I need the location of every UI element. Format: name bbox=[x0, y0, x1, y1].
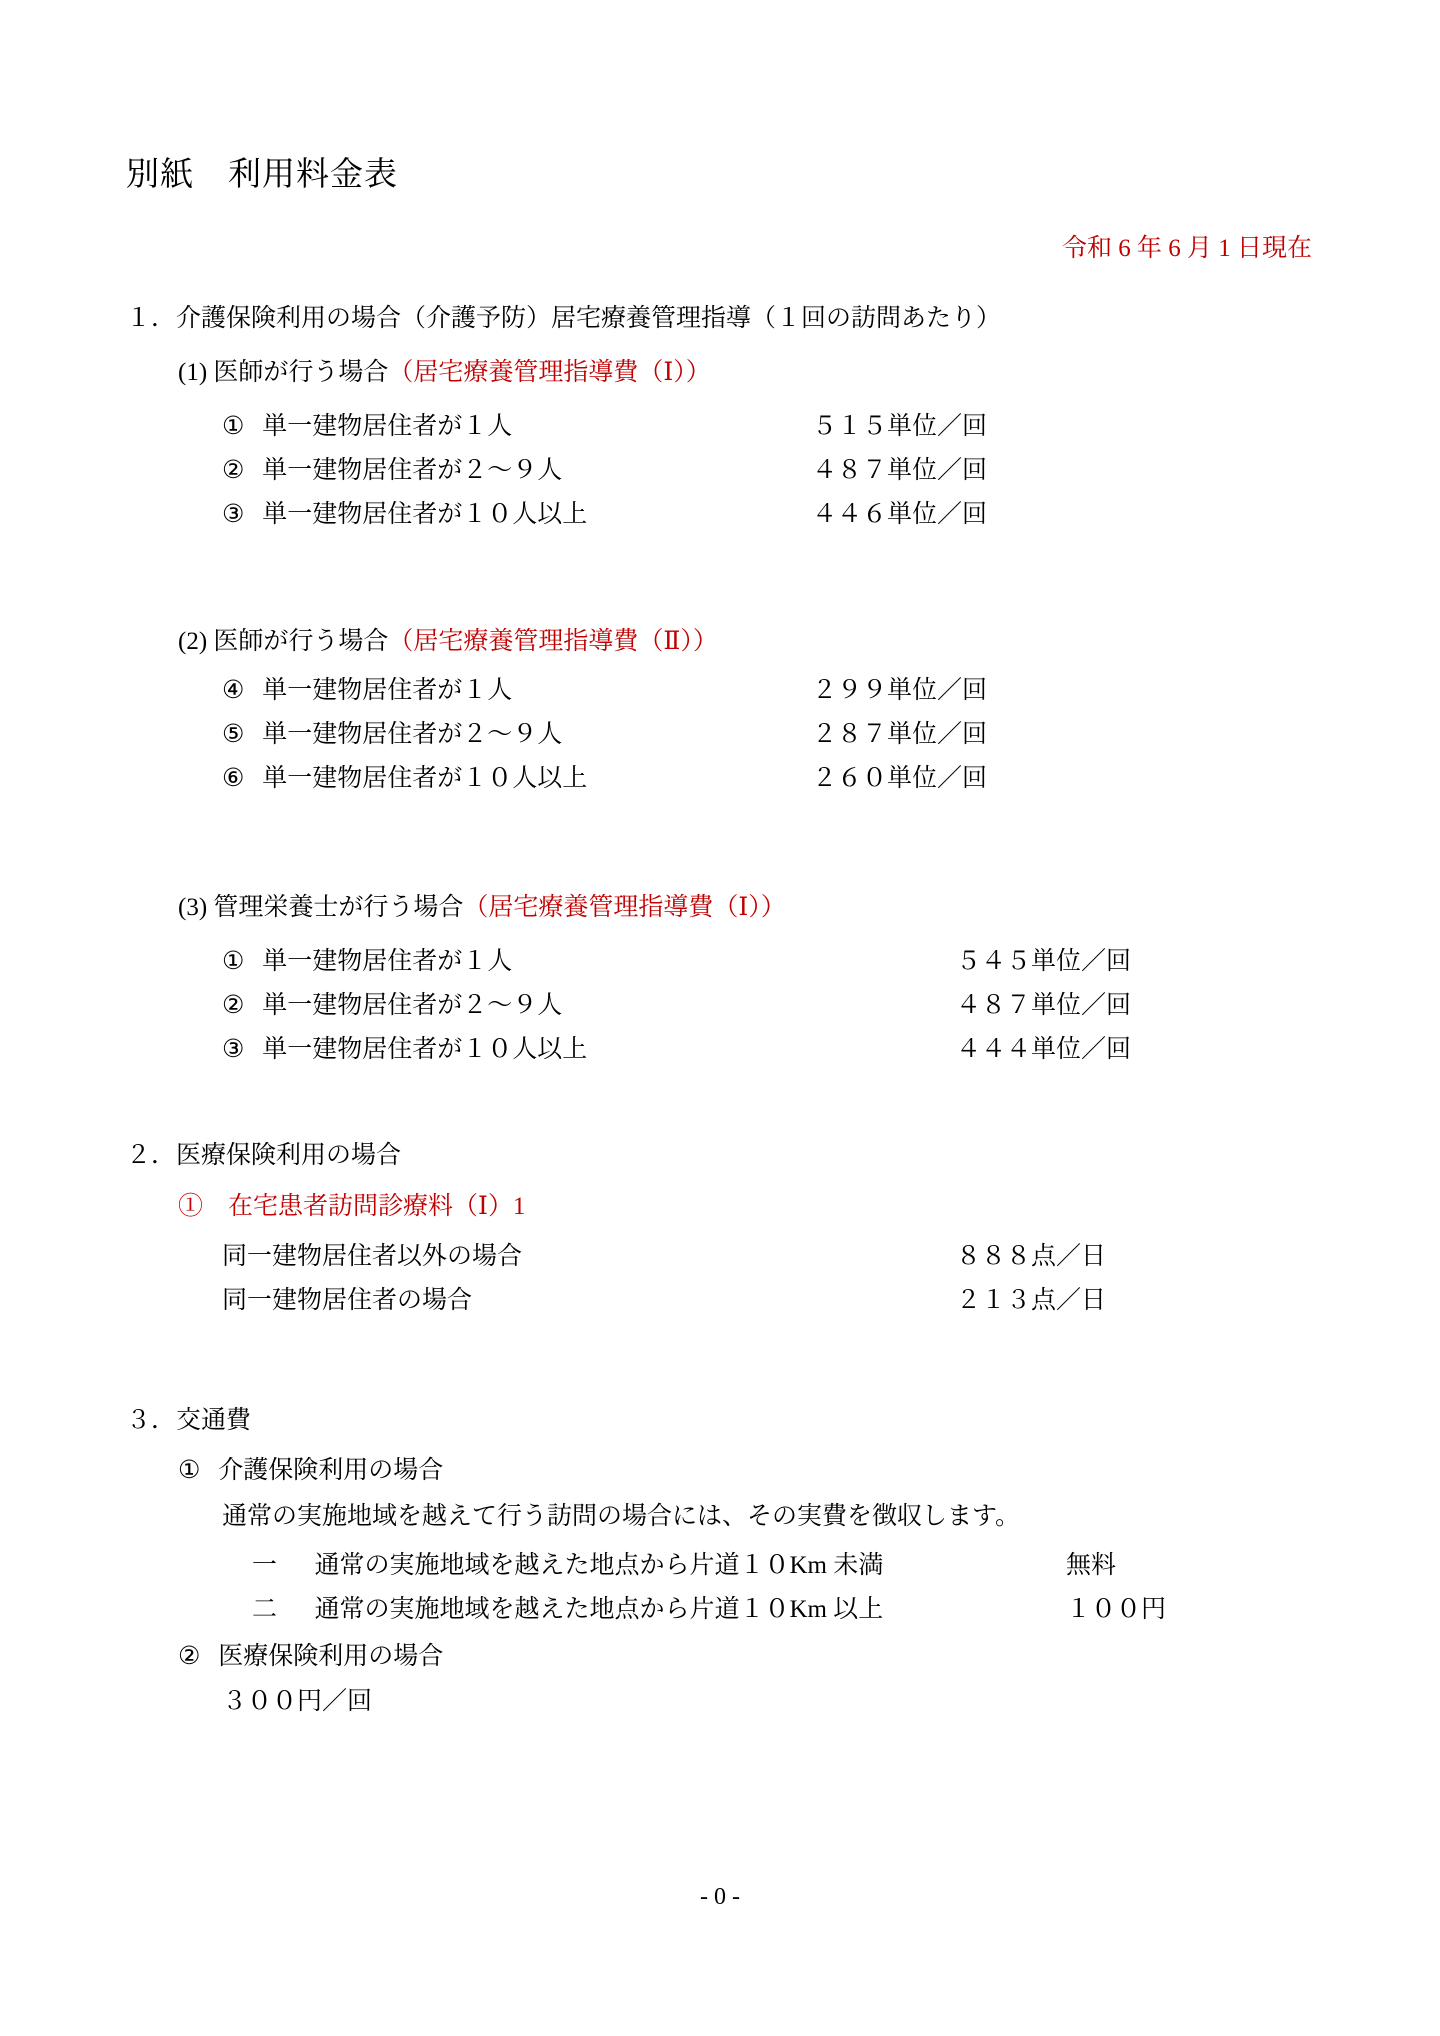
item-label: 単一建物居住者が２～９人 bbox=[262, 992, 563, 1019]
item-mark: ① bbox=[222, 948, 245, 975]
section-3-sub-row-1 bbox=[252, 1545, 883, 1581]
section-3-item-1 bbox=[178, 1450, 443, 1486]
section-1-sub-2-value-1: ２９９単位／回 bbox=[812, 677, 988, 704]
section-1-sub-3-label: (3) 管理栄養士が行う場合（居宅療養管理指導費（Ⅰ）） bbox=[178, 894, 786, 921]
item-mark: ③ bbox=[222, 501, 245, 528]
section-1-sub-1-item-3 bbox=[222, 494, 587, 530]
section-1-sub-1-value-1: ５１５単位／回 bbox=[812, 413, 988, 440]
section-1-sub-3-item-1 bbox=[222, 941, 512, 977]
section-2-item-1-value: ８８８点／日 bbox=[956, 1243, 1107, 1270]
section-1-sub-3-label-red: （居宅療養管理指導費（Ⅰ）） bbox=[463, 894, 786, 921]
item-label: 介護保険利用の場合 bbox=[218, 1457, 444, 1484]
section-1-sub-2-item-3 bbox=[222, 758, 587, 794]
item-mark: ④ bbox=[222, 677, 245, 704]
section-3-sub-row-1-value: 無料 bbox=[1066, 1552, 1117, 1579]
item-label: 単一建物居住者が２～９人 bbox=[262, 721, 563, 748]
page-title-prefix: 別紙 bbox=[126, 157, 194, 193]
item-label: 医療保険利用の場合 bbox=[218, 1643, 444, 1670]
section-1-sub-2-value-3: ２６０単位／回 bbox=[812, 765, 988, 792]
page-title-main: 利用料金表 bbox=[228, 157, 398, 193]
section-1-sub-3-value-1: ５４５単位／回 bbox=[956, 948, 1132, 975]
item-mark: ⑥ bbox=[222, 765, 245, 792]
item-mark: 一 bbox=[252, 1552, 278, 1579]
section-3-sub-row-2 bbox=[252, 1589, 883, 1625]
section-1-sub-1-item-1 bbox=[222, 406, 512, 442]
section-2-item-2-value: ２１３点／日 bbox=[956, 1287, 1107, 1314]
page-title bbox=[126, 148, 398, 195]
section-1-sub-1-value-3: ４４６単位／回 bbox=[812, 501, 988, 528]
item-label: 単一建物居住者が２～９人 bbox=[262, 457, 563, 484]
section-1-sub-3-value-2: ４８７単位／回 bbox=[956, 992, 1132, 1019]
item-mark: ② bbox=[222, 992, 245, 1019]
item-label: 単一建物居住者が１０人以上 bbox=[262, 1036, 588, 1063]
section-1-sub-2-value-2: ２８７単位／回 bbox=[812, 721, 988, 748]
item-mark: ③ bbox=[222, 1036, 245, 1063]
section-1-sub-1-label: (1) 医師が行う場合（居宅療養管理指導費（Ⅰ）） bbox=[178, 359, 711, 386]
date-notice: 令和 6 年 6 月 1 日現在 bbox=[1061, 235, 1312, 262]
section-2-item-1-label: 同一建物居住者以外の場合 bbox=[222, 1243, 523, 1270]
section-1-sub-3-item-2 bbox=[222, 985, 562, 1021]
section-1-sub-3-item-3 bbox=[222, 1029, 587, 1065]
section-1-sub-1-value-2: ４８７単位／回 bbox=[812, 457, 988, 484]
section-1-sub-1-label-red: （居宅療養管理指導費（Ⅰ）） bbox=[388, 359, 711, 386]
section-1-heading: １．介護保険利用の場合（介護予防）居宅療養管理指導（１回の訪問あたり） bbox=[126, 305, 1002, 332]
section-1-sub-3-value-3: ４４４単位／回 bbox=[956, 1036, 1132, 1063]
section-1-sub-2-item-2 bbox=[222, 714, 562, 750]
item-label: 通常の実施地域を越えた地点から片道１０Km 以上 bbox=[314, 1596, 884, 1623]
section-1-sub-2-item-1 bbox=[222, 670, 512, 706]
item-label: 単一建物居住者が１人 bbox=[262, 677, 513, 704]
section-3-item-1-note: 通常の実施地域を越えて行う訪問の場合には、その実費を徴収します。 bbox=[222, 1503, 1021, 1530]
section-1-sub-2-label-red: （居宅療養管理指導費（Ⅱ）） bbox=[388, 628, 718, 655]
section-2-heading: ２．医療保険利用の場合 bbox=[126, 1142, 402, 1169]
item-label: 単一建物居住者が１０人以上 bbox=[262, 501, 588, 528]
page-number: - 0 - bbox=[700, 1884, 740, 1910]
item-mark: 二 bbox=[252, 1596, 278, 1623]
section-3-item-2-value: ３００円／回 bbox=[222, 1688, 373, 1715]
section-3-item-2 bbox=[178, 1636, 443, 1672]
item-mark: ① bbox=[222, 413, 245, 440]
section-3-sub-row-2-value: １００円 bbox=[1066, 1596, 1167, 1623]
section-2-red-item: ① 在宅患者訪問診療料（Ⅰ）1 bbox=[178, 1193, 526, 1220]
item-label: 単一建物居住者が１人 bbox=[262, 413, 513, 440]
item-label: 単一建物居住者が１人 bbox=[262, 948, 513, 975]
item-mark: ② bbox=[178, 1643, 201, 1670]
section-1-sub-2-label: (2) 医師が行う場合（居宅療養管理指導費（Ⅱ）） bbox=[178, 628, 718, 655]
section-2-item-2-label: 同一建物居住者の場合 bbox=[222, 1287, 473, 1314]
item-mark: ② bbox=[222, 457, 245, 484]
section-3-heading: ３．交通費 bbox=[126, 1407, 252, 1434]
item-mark: ⑤ bbox=[222, 721, 245, 748]
item-label: 単一建物居住者が１０人以上 bbox=[262, 765, 588, 792]
section-1-sub-1-item-2 bbox=[222, 450, 562, 486]
item-mark: ① bbox=[178, 1457, 201, 1484]
item-label: 通常の実施地域を越えた地点から片道１０Km 未満 bbox=[314, 1552, 884, 1579]
